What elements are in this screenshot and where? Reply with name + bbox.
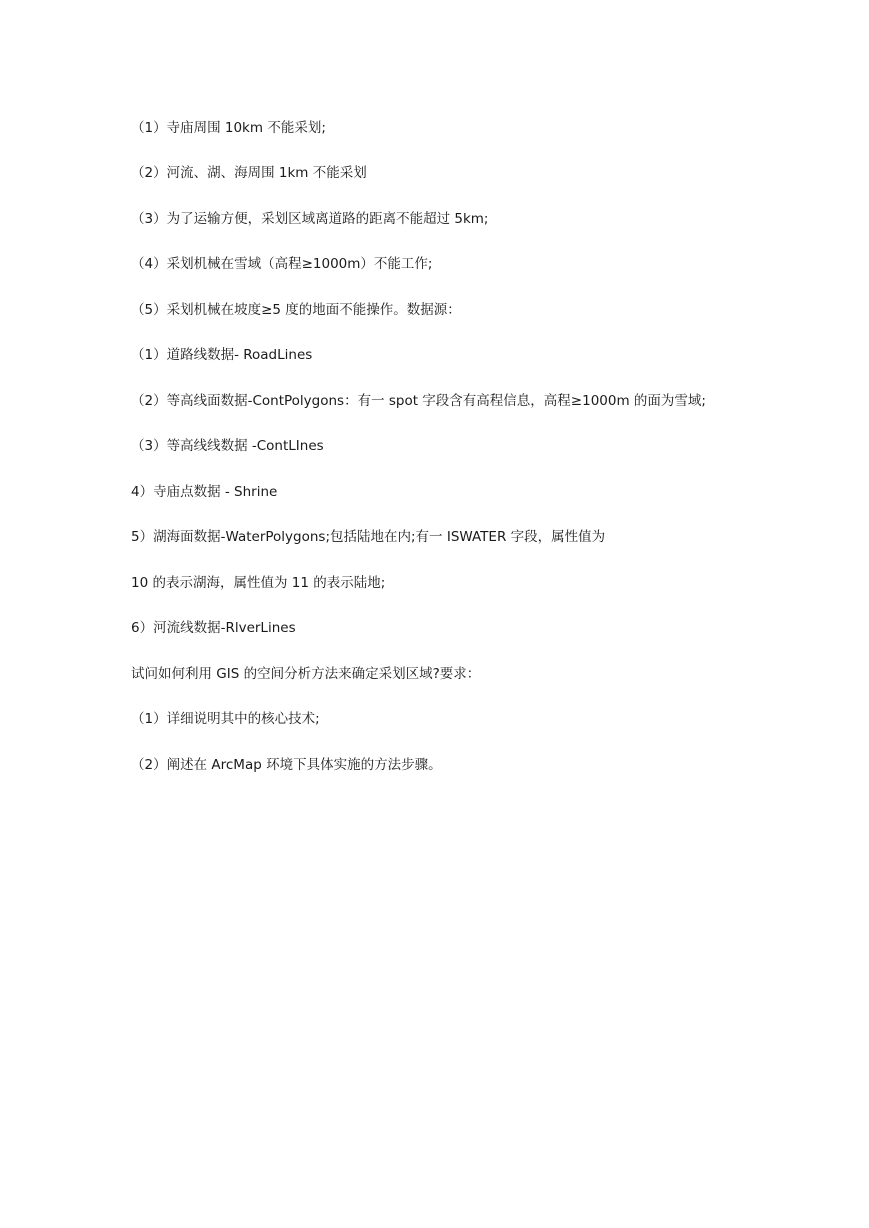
data-source-line-5: 5）湖海面数据-WaterPolygons;包括陆地在内;有一 ISWATER 字段，属性值为 xyxy=(131,529,606,545)
constraint-line-3: （3）为了运输方便，采划区域离道路的距离不能超过 5km; xyxy=(131,211,489,227)
question-line: 试问如何利用 GIS 的空间分析方法来确定采划区域?要求： xyxy=(131,666,481,682)
constraint-line-5: （5）采划机械在坡度≥5 度的地面不能操作。数据源： xyxy=(131,302,461,318)
constraint-line-1: （1）寺庙周围 10km 不能采划; xyxy=(131,120,326,136)
data-source-line-2: （2）等高线面数据-ContPolygons：有一 spot 字段含有高程信息，高程≥1000m 的面为雪域; xyxy=(131,393,706,409)
data-source-line-6: 6）河流线数据-RlverLines xyxy=(131,620,296,636)
constraint-line-4: （4）采划机械在雪域（高程≥1000m）不能工作; xyxy=(131,256,433,272)
requirement-line-2: （2）阐述在 ArcMap 环境下具体实施的方法步骤。 xyxy=(131,757,442,773)
requirement-line-1: （1）详细说明其中的核心技术; xyxy=(131,711,320,727)
constraint-line-2: （2）河流、湖、海周围 1km 不能采划 xyxy=(131,165,367,181)
data-source-line-4: 4）寺庙点数据 - Shrine xyxy=(131,484,278,500)
data-source-line-3: （3）等高线线数据 -ContLInes xyxy=(131,438,324,454)
data-source-line-5-continued: 10 的表示湖海，属性值为 11 的表示陆地; xyxy=(131,575,386,591)
data-source-line-1: （1）道路线数据- RoadLines xyxy=(131,347,313,363)
